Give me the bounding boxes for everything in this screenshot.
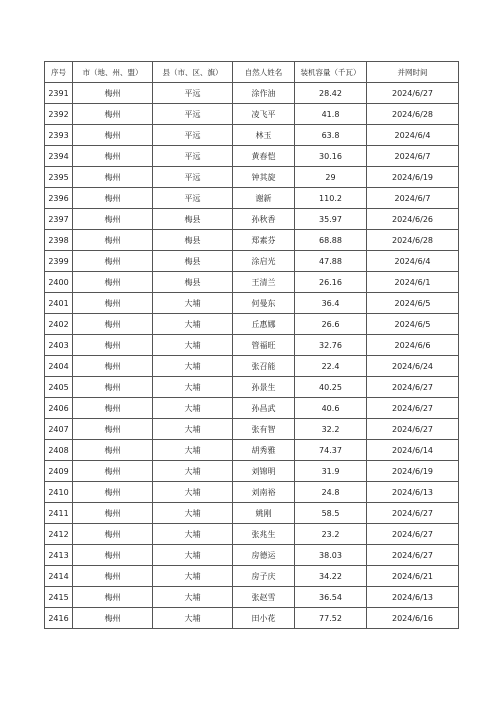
cell-name: 姚刚 [233,503,295,524]
cell-capacity: 40.25 [295,377,367,398]
cell-county: 平远 [153,146,233,167]
cell-capacity: 110.2 [295,188,367,209]
cell-capacity: 24.8 [295,482,367,503]
cell-city: 梅州 [73,293,153,314]
cell-seq: 2398 [45,230,73,251]
cell-capacity: 34.22 [295,566,367,587]
cell-name: 王清兰 [233,272,295,293]
table-row [45,230,459,251]
cell-seq: 2400 [45,272,73,293]
cell-city: 梅州 [73,440,153,461]
cell-county: 大埔 [153,545,233,566]
cell-capacity: 41.8 [295,104,367,125]
cell-date: 2024/6/6 [367,335,459,356]
cell-date: 2024/6/5 [367,293,459,314]
table-row [45,125,459,146]
header-name: 自然人姓名 [233,62,295,83]
cell-capacity: 26.6 [295,314,367,335]
cell-seq: 2392 [45,104,73,125]
cell-date: 2024/6/27 [367,524,459,545]
cell-county: 大埔 [153,503,233,524]
cell-seq: 2411 [45,503,73,524]
cell-capacity: 63.8 [295,125,367,146]
cell-county: 梅县 [153,272,233,293]
cell-city: 梅州 [73,335,153,356]
table-header [45,62,459,83]
cell-city: 梅州 [73,398,153,419]
data-table [44,61,459,629]
cell-county: 大埔 [153,566,233,587]
cell-seq: 2406 [45,398,73,419]
cell-name: 刘南裕 [233,482,295,503]
cell-capacity: 28.42 [295,83,367,104]
cell-city: 梅州 [73,356,153,377]
cell-date: 2024/6/14 [367,440,459,461]
table-row [45,209,459,230]
table-row [45,608,459,629]
cell-county: 平远 [153,188,233,209]
cell-seq: 2414 [45,566,73,587]
cell-seq: 2399 [45,251,73,272]
cell-date: 2024/6/27 [367,377,459,398]
cell-capacity: 47.88 [295,251,367,272]
cell-date: 2024/6/7 [367,146,459,167]
cell-seq: 2401 [45,293,73,314]
cell-seq: 2395 [45,167,73,188]
cell-name: 孙景生 [233,377,295,398]
cell-date: 2024/6/24 [367,356,459,377]
table-row [45,104,459,125]
cell-city: 梅州 [73,83,153,104]
cell-county: 大埔 [153,587,233,608]
cell-capacity: 30.16 [295,146,367,167]
cell-capacity: 77.52 [295,608,367,629]
cell-city: 梅州 [73,524,153,545]
cell-seq: 2394 [45,146,73,167]
cell-seq: 2415 [45,587,73,608]
cell-name: 刘锦明 [233,461,295,482]
cell-name: 房德运 [233,545,295,566]
cell-seq: 2410 [45,482,73,503]
cell-city: 梅州 [73,608,153,629]
cell-seq: 2412 [45,524,73,545]
table-row [45,83,459,104]
cell-city: 梅州 [73,482,153,503]
cell-seq: 2391 [45,83,73,104]
cell-city: 梅州 [73,104,153,125]
cell-name: 黄春恺 [233,146,295,167]
table-body [45,83,459,629]
cell-date: 2024/6/7 [367,188,459,209]
cell-name: 涂启光 [233,251,295,272]
cell-city: 梅州 [73,209,153,230]
cell-seq: 2416 [45,608,73,629]
cell-city: 梅州 [73,419,153,440]
cell-capacity: 36.4 [295,293,367,314]
cell-city: 梅州 [73,167,153,188]
cell-city: 梅州 [73,545,153,566]
cell-county: 大埔 [153,314,233,335]
cell-date: 2024/6/13 [367,482,459,503]
cell-name: 胡秀雅 [233,440,295,461]
table-row [45,377,459,398]
cell-name: 郑素芬 [233,230,295,251]
cell-city: 梅州 [73,566,153,587]
header-seq: 序号 [45,62,73,83]
cell-date: 2024/6/28 [367,230,459,251]
cell-city: 梅州 [73,125,153,146]
cell-capacity: 68.88 [295,230,367,251]
table-row [45,566,459,587]
table-row [45,440,459,461]
cell-seq: 2402 [45,314,73,335]
header-row [45,62,459,83]
cell-city: 梅州 [73,587,153,608]
cell-name: 凌飞平 [233,104,295,125]
cell-seq: 2393 [45,125,73,146]
cell-seq: 2397 [45,209,73,230]
cell-county: 平远 [153,125,233,146]
table-row [45,524,459,545]
cell-capacity: 22.4 [295,356,367,377]
cell-seq: 2409 [45,461,73,482]
cell-date: 2024/6/27 [367,419,459,440]
cell-capacity: 31.9 [295,461,367,482]
cell-name: 孙昌武 [233,398,295,419]
cell-county: 大埔 [153,419,233,440]
cell-city: 梅州 [73,377,153,398]
cell-county: 梅县 [153,251,233,272]
cell-seq: 2405 [45,377,73,398]
table-row [45,188,459,209]
cell-name: 张赵雪 [233,587,295,608]
cell-county: 大埔 [153,524,233,545]
cell-county: 大埔 [153,608,233,629]
cell-capacity: 23.2 [295,524,367,545]
cell-name: 张召能 [233,356,295,377]
cell-seq: 2407 [45,419,73,440]
cell-date: 2024/6/27 [367,545,459,566]
cell-county: 大埔 [153,356,233,377]
cell-county: 平远 [153,83,233,104]
cell-name: 丘惠娜 [233,314,295,335]
table-row [45,503,459,524]
header-city: 市（地、州、盟） [73,62,153,83]
cell-name: 张兆生 [233,524,295,545]
cell-city: 梅州 [73,503,153,524]
cell-city: 梅州 [73,146,153,167]
cell-city: 梅州 [73,272,153,293]
table-row [45,314,459,335]
cell-seq: 2403 [45,335,73,356]
cell-name: 张有智 [233,419,295,440]
cell-city: 梅州 [73,251,153,272]
table-row [45,293,459,314]
table-row [45,356,459,377]
header-county: 县（市、区、旗） [153,62,233,83]
cell-date: 2024/6/27 [367,503,459,524]
cell-name: 何曼东 [233,293,295,314]
table-row [45,482,459,503]
cell-county: 大埔 [153,482,233,503]
table-row [45,545,459,566]
header-capacity: 装机容量（千瓦） [295,62,367,83]
cell-date: 2024/6/5 [367,314,459,335]
table-row [45,146,459,167]
cell-date: 2024/6/19 [367,461,459,482]
table-row [45,419,459,440]
header-date: 并网时间 [367,62,459,83]
table-row [45,251,459,272]
cell-seq: 2396 [45,188,73,209]
cell-county: 平远 [153,104,233,125]
cell-date: 2024/6/16 [367,608,459,629]
cell-county: 大埔 [153,293,233,314]
cell-date: 2024/6/21 [367,566,459,587]
cell-county: 大埔 [153,335,233,356]
table-row [45,272,459,293]
cell-county: 梅县 [153,209,233,230]
cell-name: 涂作油 [233,83,295,104]
cell-seq: 2408 [45,440,73,461]
cell-capacity: 32.2 [295,419,367,440]
cell-city: 梅州 [73,230,153,251]
cell-county: 大埔 [153,377,233,398]
cell-county: 大埔 [153,440,233,461]
cell-county: 平远 [153,167,233,188]
cell-date: 2024/6/1 [367,272,459,293]
table-row [45,398,459,419]
cell-date: 2024/6/4 [367,125,459,146]
cell-name: 房子庆 [233,566,295,587]
cell-capacity: 36.54 [295,587,367,608]
cell-name: 谢新 [233,188,295,209]
cell-capacity: 32.76 [295,335,367,356]
cell-county: 大埔 [153,461,233,482]
cell-seq: 2404 [45,356,73,377]
cell-capacity: 26.16 [295,272,367,293]
cell-name: 孙秋香 [233,209,295,230]
cell-capacity: 29 [295,167,367,188]
cell-city: 梅州 [73,461,153,482]
table-row [45,587,459,608]
cell-capacity: 40.6 [295,398,367,419]
cell-date: 2024/6/4 [367,251,459,272]
cell-capacity: 74.37 [295,440,367,461]
cell-capacity: 38.03 [295,545,367,566]
cell-city: 梅州 [73,188,153,209]
cell-name: 钟其旋 [233,167,295,188]
table-row [45,167,459,188]
cell-name: 田小花 [233,608,295,629]
table-row [45,335,459,356]
cell-date: 2024/6/28 [367,104,459,125]
cell-capacity: 35.97 [295,209,367,230]
cell-date: 2024/6/26 [367,209,459,230]
cell-date: 2024/6/19 [367,167,459,188]
cell-date: 2024/6/13 [367,587,459,608]
cell-capacity: 58.5 [295,503,367,524]
cell-city: 梅州 [73,314,153,335]
cell-county: 大埔 [153,398,233,419]
table-row [45,461,459,482]
cell-seq: 2413 [45,545,73,566]
cell-date: 2024/6/27 [367,398,459,419]
cell-county: 梅县 [153,230,233,251]
cell-name: 林玉 [233,125,295,146]
cell-date: 2024/6/27 [367,83,459,104]
cell-name: 管福旺 [233,335,295,356]
